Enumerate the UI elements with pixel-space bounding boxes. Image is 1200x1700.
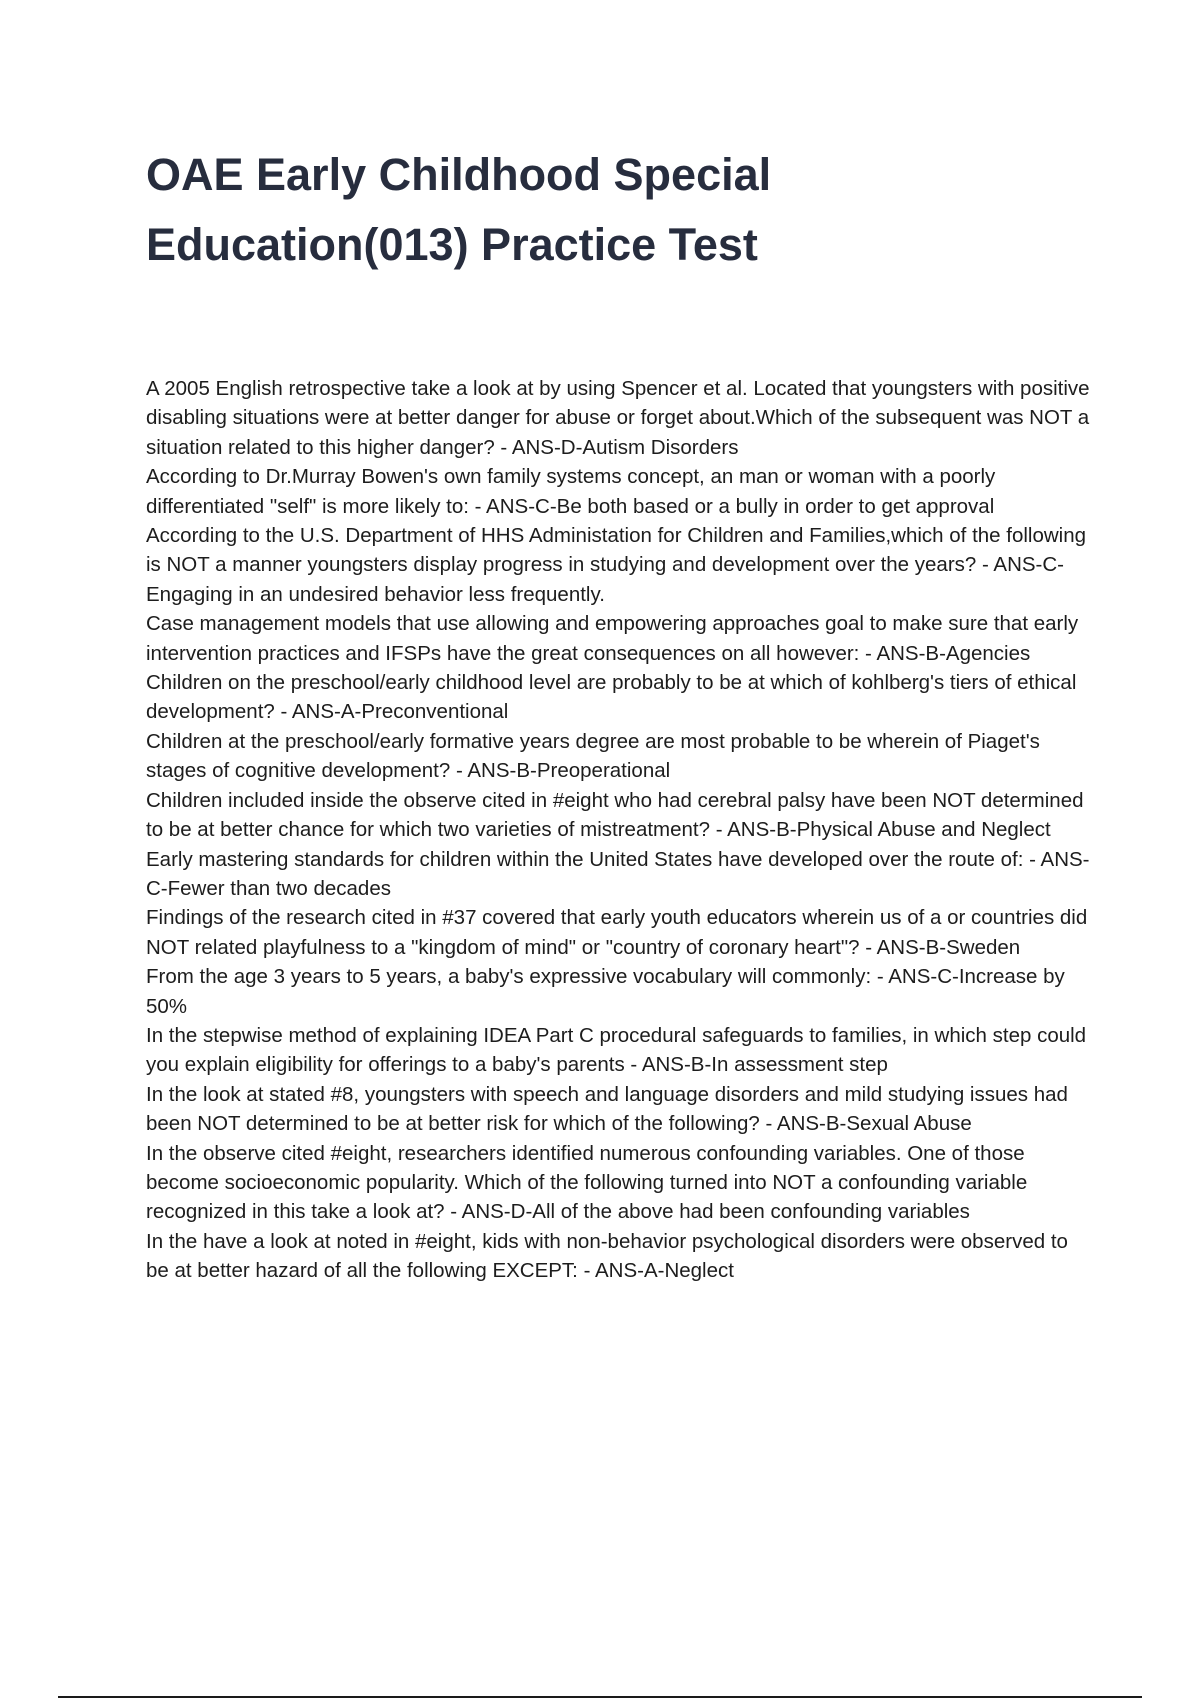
qa-entry: Children included inside the observe cited in #eight who had cerebral palsy have been NOT determined to be at better chance for which two varieties of mistreatment? - ANS-B-Physical Abuse and Neglect [146,788,1084,842]
page-title [146,140,1106,280]
qa-entry: Case management models that use allowing and empowering approaches goal to make sure that early intervention practices and IFSPs have the great consequences on all however: - ANS-B-Agencies [146,612,1079,665]
question-answer-list [146,374,1096,1286]
qa-entry: In the observe cited #eight, researchers identified numerous confounding variables. One of those become socioeconomic popularity. Which of the following turned into NOT a confounding variable recognized in this take a look at? - ANS-D-All of the above had been confounding variables [146,1141,1028,1224]
qa-entry: Children at the preschool/early formative years degree are most probable to be wherein of Piaget's stages of cognitive development? - ANS-B-Preoperational [146,729,1040,783]
qa-entry: In the stepwise method of explaining IDEA Part C procedural safeguards to families, in which step could you explain eligibility for offerings to a baby's parents - ANS-B-In assessment step [146,1023,1087,1077]
qa-entry: In the look at stated #8, youngsters with speech and language disorders and mild studying issues had been NOT determined to be at better risk for which of the following? - ANS-B-Sexual Abuse [146,1082,1068,1136]
qa-entry: In the have a look at noted in #eight, kids with non-behavior psychological disorders were observed to be at better hazard of all the following EXCEPT: - ANS-A-Neglect [146,1229,1068,1283]
qa-entry: Findings of the research cited in #37 covered that early youth educators wherein us of a or countries did NOT related playfulness to a "kingdom of mind" or "country of coronary heart"? - ANS-B-Sweden [146,906,1088,959]
title-line-1: OAE Early Childhood Special [146,149,772,200]
qa-entry: Early mastering standards for children within the United States have developed over the route of: - ANS-C-Fewer than two decades [146,847,1090,900]
title-line-2: Education(013) Practice Test [146,219,758,270]
qa-entry: Children on the preschool/early childhood level are probably to be at which of kohlberg's tiers of ethical development? - ANS-A-Preconventional [146,671,1077,724]
footer-divider [58,1696,1142,1698]
qa-entry: According to Dr.Murray Bowen's own family systems concept, an man or woman with a poorly differentiated "self" is more likely to: - ANS-C-Be both based or a bully in order to get approval [146,465,996,518]
qa-entry: A 2005 English retrospective take a look at by using Spencer et al. Located that youngsters with positive disabling situations were at better danger for abuse or forget about.Which of the subsequent was NOT a situation related to this higher danger? - ANS-D-Autism Disorders [146,377,1090,459]
qa-entry: According to the U.S. Department of HHS Administation for Children and Families,which of the following is NOT a manner youngsters display progress in studying and development over the years? - ANS-C-Engaging in an undesired behavior less frequently. [146,524,1087,606]
qa-entry: From the age 3 years to 5 years, a baby's expressive vocabulary will commonly: - ANS-C-Increase by 50% [146,965,1065,1018]
